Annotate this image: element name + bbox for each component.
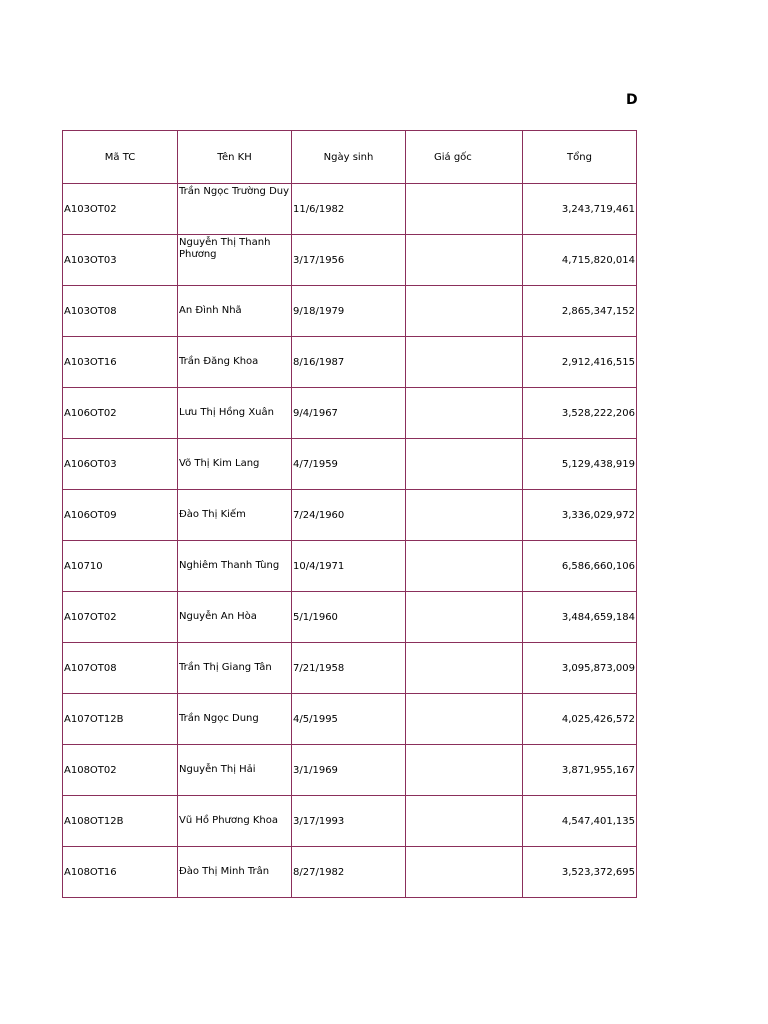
cell-code: A106OT09 xyxy=(63,490,178,541)
cell-price xyxy=(406,388,523,439)
table-row xyxy=(63,235,637,286)
column-header-dob: Ngày sinh xyxy=(292,131,406,184)
cell-dob: 9/18/1979 xyxy=(292,286,406,337)
page-title: D xyxy=(626,92,638,108)
table-row xyxy=(63,592,637,643)
table-row xyxy=(63,490,637,541)
cell-total: 4,715,820,014 xyxy=(523,235,637,286)
cell-name: Nghiêm Thanh Tùng xyxy=(178,541,292,592)
cell-name: An Đình Nhã xyxy=(178,286,292,337)
cell-dob: 8/27/1982 xyxy=(292,847,406,898)
cell-code: A107OT02 xyxy=(63,592,178,643)
cell-dob: 4/5/1995 xyxy=(292,694,406,745)
cell-total: 2,865,347,152 xyxy=(523,286,637,337)
column-header-name: Tên KH xyxy=(178,131,292,184)
cell-total: 3,243,719,461 xyxy=(523,184,637,235)
cell-total: 3,095,873,009 xyxy=(523,643,637,694)
table-row xyxy=(63,796,637,847)
cell-dob: 10/4/1971 xyxy=(292,541,406,592)
cell-price xyxy=(406,490,523,541)
cell-total: 2,912,416,515 xyxy=(523,337,637,388)
cell-code: A108OT16 xyxy=(63,847,178,898)
cell-name: Nguyễn Thị Thanh Phương xyxy=(178,235,292,286)
cell-price xyxy=(406,439,523,490)
table-body xyxy=(63,184,637,898)
table-row xyxy=(63,439,637,490)
cell-name: Trần Ngọc Dung xyxy=(178,694,292,745)
cell-price xyxy=(406,286,523,337)
cell-code: A107OT08 xyxy=(63,643,178,694)
customer-table xyxy=(62,130,637,898)
cell-total: 3,523,372,695 xyxy=(523,847,637,898)
cell-dob: 8/16/1987 xyxy=(292,337,406,388)
cell-price xyxy=(406,592,523,643)
cell-price xyxy=(406,745,523,796)
cell-code: A108OT02 xyxy=(63,745,178,796)
cell-code: A106OT03 xyxy=(63,439,178,490)
cell-total: 3,528,222,206 xyxy=(523,388,637,439)
column-header-total: Tổng xyxy=(523,131,637,184)
cell-price xyxy=(406,184,523,235)
cell-code: A107OT12B xyxy=(63,694,178,745)
cell-price xyxy=(406,541,523,592)
cell-dob: 3/1/1969 xyxy=(292,745,406,796)
cell-dob: 5/1/1960 xyxy=(292,592,406,643)
cell-dob: 11/6/1982 xyxy=(292,184,406,235)
cell-total: 5,129,438,919 xyxy=(523,439,637,490)
cell-code: A10710 xyxy=(63,541,178,592)
cell-code: A106OT02 xyxy=(63,388,178,439)
cell-dob: 4/7/1959 xyxy=(292,439,406,490)
cell-dob: 7/24/1960 xyxy=(292,490,406,541)
cell-name: Đào Thị Kiếm xyxy=(178,490,292,541)
cell-price xyxy=(406,643,523,694)
cell-total: 3,484,659,184 xyxy=(523,592,637,643)
column-header-code: Mã TC xyxy=(63,131,178,184)
cell-total: 4,547,401,135 xyxy=(523,796,637,847)
column-header-price: Giá gốc xyxy=(406,131,523,184)
table-row xyxy=(63,541,637,592)
cell-price xyxy=(406,847,523,898)
table-row xyxy=(63,847,637,898)
cell-dob: 7/21/1958 xyxy=(292,643,406,694)
cell-code: A103OT16 xyxy=(63,337,178,388)
cell-code: A108OT12B xyxy=(63,796,178,847)
cell-name: Vũ Hồ Phương Khoa xyxy=(178,796,292,847)
table-row xyxy=(63,643,637,694)
cell-dob: 3/17/1956 xyxy=(292,235,406,286)
cell-code: A103OT03 xyxy=(63,235,178,286)
cell-name: Đào Thị Minh Trân xyxy=(178,847,292,898)
cell-price xyxy=(406,235,523,286)
table-row xyxy=(63,286,637,337)
table-row xyxy=(63,337,637,388)
table-row xyxy=(63,184,637,235)
cell-price xyxy=(406,337,523,388)
cell-price xyxy=(406,796,523,847)
cell-name: Võ Thị Kim Lang xyxy=(178,439,292,490)
table-row xyxy=(63,745,637,796)
cell-name: Trần Thị Giang Tân xyxy=(178,643,292,694)
cell-code: A103OT08 xyxy=(63,286,178,337)
cell-dob: 9/4/1967 xyxy=(292,388,406,439)
table-row xyxy=(63,388,637,439)
cell-total: 3,336,029,972 xyxy=(523,490,637,541)
table-row xyxy=(63,694,637,745)
cell-dob: 3/17/1993 xyxy=(292,796,406,847)
cell-total: 4,025,426,572 xyxy=(523,694,637,745)
cell-name: Nguyễn Thị Hải xyxy=(178,745,292,796)
cell-name: Trần Ngọc Trường Duy xyxy=(178,184,292,235)
cell-name: Trần Đăng Khoa xyxy=(178,337,292,388)
cell-total: 3,871,955,167 xyxy=(523,745,637,796)
cell-code: A103OT02 xyxy=(63,184,178,235)
cell-name: Lưu Thị Hồng Xuân xyxy=(178,388,292,439)
cell-total: 6,586,660,106 xyxy=(523,541,637,592)
cell-price xyxy=(406,694,523,745)
cell-name: Nguyễn An Hòa xyxy=(178,592,292,643)
table-header-row xyxy=(63,131,637,184)
